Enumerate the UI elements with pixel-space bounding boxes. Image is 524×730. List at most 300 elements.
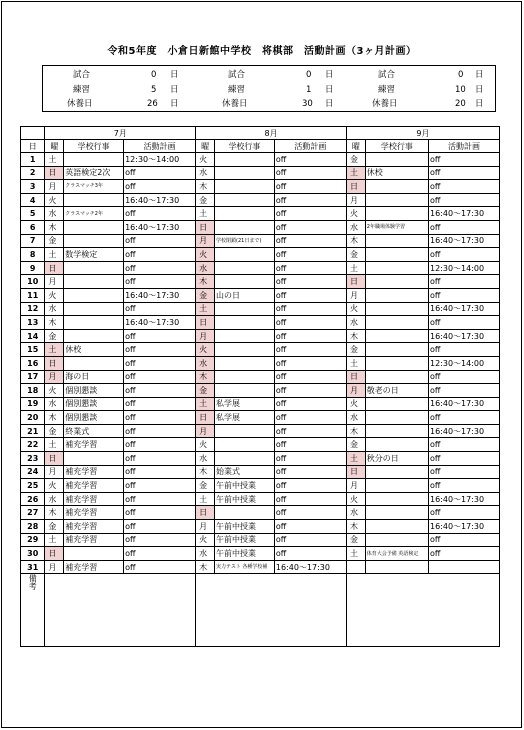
- event-september: 体育大会予備 英語検定: [365, 547, 428, 561]
- event-august: 午前中授業: [215, 533, 275, 547]
- dow-september: 火: [346, 302, 365, 316]
- calendar-row: [21, 166, 500, 180]
- calendar-row: [21, 261, 500, 275]
- summary-unit: 日: [475, 70, 484, 80]
- dow-july: 土: [45, 438, 64, 452]
- dow-august: 土: [196, 397, 215, 411]
- dow-july: 月: [45, 560, 64, 574]
- calendar-row: [21, 397, 500, 411]
- event-september: [365, 329, 428, 343]
- dow-july: 木: [45, 316, 64, 330]
- plan-august: 16:40～17:30: [274, 560, 346, 574]
- header-event: 学校行事: [215, 140, 275, 153]
- calendar-row: [21, 424, 500, 438]
- dow-august: 金: [196, 193, 215, 207]
- event-july: [64, 452, 124, 466]
- calendar-row: [21, 492, 500, 506]
- plan-september: off: [428, 343, 499, 357]
- day-number: 20: [21, 411, 45, 425]
- event-july: クラスマッチ2年: [64, 207, 124, 221]
- day-number: 7: [21, 234, 45, 248]
- event-september: [365, 180, 428, 194]
- day-number: 4: [21, 193, 45, 207]
- calendar-row: [21, 248, 500, 262]
- dow-august: 月: [196, 520, 215, 534]
- event-july: 海の日: [64, 370, 124, 384]
- dow-july: 月: [45, 465, 64, 479]
- day-number: 18: [21, 384, 45, 398]
- remarks-label: [21, 574, 45, 647]
- event-july: [64, 220, 124, 234]
- summary-label: 休養日: [222, 99, 248, 109]
- plan-september: off: [428, 438, 499, 452]
- dow-september: 金: [346, 248, 365, 262]
- plan-august: off: [274, 384, 346, 398]
- event-july: [64, 193, 124, 207]
- header-dow: 曜: [196, 140, 215, 153]
- plan-september: off: [428, 533, 499, 547]
- plan-july: off: [124, 180, 196, 194]
- event-september: 休校: [365, 166, 428, 180]
- plan-august: off: [274, 193, 346, 207]
- dow-august: 火: [196, 153, 215, 167]
- event-september: 敬老の日: [365, 384, 428, 398]
- summary-unit: 日: [475, 99, 484, 109]
- column-header-row: [21, 140, 500, 153]
- event-july: 個別懇談: [64, 397, 124, 411]
- plan-september: off: [428, 370, 499, 384]
- dow-august: 月: [196, 424, 215, 438]
- summary-label: 試合: [228, 70, 246, 80]
- plan-september: off: [428, 275, 499, 289]
- event-september: 秋分の日: [365, 452, 428, 466]
- day-number: 30: [21, 547, 45, 561]
- plan-july: off: [124, 479, 196, 493]
- summary-august: [198, 68, 348, 112]
- summary-value: 5: [151, 84, 157, 95]
- event-august: [215, 343, 275, 357]
- day-number: 15: [21, 343, 45, 357]
- event-august: [215, 275, 275, 289]
- plan-july: off: [124, 166, 196, 180]
- dow-august: 木: [196, 275, 215, 289]
- event-september: [365, 275, 428, 289]
- summary-unit: 日: [325, 70, 334, 80]
- summary-row: [198, 97, 348, 112]
- plan-august: off: [274, 343, 346, 357]
- event-july: 休校: [64, 343, 124, 357]
- summary-unit: 日: [170, 84, 179, 95]
- event-september: [365, 288, 428, 302]
- remarks-row: [21, 574, 500, 647]
- monthly-summary: [42, 65, 496, 112]
- plan-august: off: [274, 220, 346, 234]
- event-september: [365, 370, 428, 384]
- plan-august: off: [274, 316, 346, 330]
- plan-july: off: [124, 506, 196, 520]
- event-july: 補充学習: [64, 465, 124, 479]
- dow-august: 火: [196, 533, 215, 547]
- plan-september: off: [428, 411, 499, 425]
- plan-august: off: [274, 411, 346, 425]
- event-july: 数学検定: [64, 248, 124, 262]
- calendar-row: [21, 452, 500, 466]
- plan-august: off: [274, 180, 346, 194]
- calendar-row: [21, 506, 500, 520]
- calendar-row: [21, 234, 500, 248]
- plan-august: off: [274, 370, 346, 384]
- day-number: 13: [21, 316, 45, 330]
- plan-august: off: [274, 397, 346, 411]
- event-july: 補充学習: [64, 506, 124, 520]
- day-number: 25: [21, 479, 45, 493]
- calendar-row: [21, 329, 500, 343]
- calendar-row: [21, 207, 500, 221]
- calendar-row: [21, 288, 500, 302]
- summary-value: 26: [147, 99, 158, 109]
- dow-july: 日: [45, 547, 64, 561]
- event-august: 午前中授業: [215, 520, 275, 534]
- event-july: 個別懇談: [64, 411, 124, 425]
- plan-august: off: [274, 234, 346, 248]
- event-august: 午前中授業: [215, 547, 275, 561]
- plan-august: off: [274, 520, 346, 534]
- dow-july: 金: [45, 329, 64, 343]
- plan-september: off: [428, 248, 499, 262]
- plan-august: off: [274, 492, 346, 506]
- event-august: 午前中授業: [215, 479, 275, 493]
- event-september: [365, 492, 428, 506]
- event-july: [64, 288, 124, 302]
- calendar-row: [21, 343, 500, 357]
- dow-july: 月: [45, 180, 64, 194]
- plan-september: off: [428, 193, 499, 207]
- summary-row: [348, 83, 497, 98]
- calendar-row: [21, 411, 500, 425]
- dow-august: 水: [196, 261, 215, 275]
- event-september: [365, 193, 428, 207]
- day-number: 5: [21, 207, 45, 221]
- summary-label: 試合: [378, 70, 396, 80]
- event-july: 補充学習: [64, 438, 124, 452]
- calendar-row: [21, 220, 500, 234]
- event-july: [64, 356, 124, 370]
- dow-july: 水: [45, 492, 64, 506]
- dow-july: 水: [45, 207, 64, 221]
- dow-august: 土: [196, 207, 215, 221]
- summary-row: [198, 83, 348, 98]
- event-september: [365, 343, 428, 357]
- plan-august: off: [274, 506, 346, 520]
- dow-september: 水: [346, 411, 365, 425]
- event-august: [215, 166, 275, 180]
- plan-august: off: [274, 547, 346, 561]
- plan-august: off: [274, 424, 346, 438]
- dow-july: 土: [45, 248, 64, 262]
- day-number: 28: [21, 520, 45, 534]
- event-august: 午前中授業: [215, 492, 275, 506]
- plan-july: off: [124, 438, 196, 452]
- event-august: [215, 506, 275, 520]
- summary-label: 休養日: [372, 99, 398, 109]
- plan-july: off: [124, 397, 196, 411]
- day-number: 22: [21, 438, 45, 452]
- summary-row: [348, 68, 497, 83]
- dow-august: 金: [196, 479, 215, 493]
- summary-unit: 日: [475, 84, 484, 95]
- day-number: 27: [21, 506, 45, 520]
- plan-july: off: [124, 492, 196, 506]
- dow-september: 土: [346, 166, 365, 180]
- dow-august: 月: [196, 234, 215, 248]
- summary-row: [43, 97, 193, 112]
- dow-august: 木: [196, 560, 215, 574]
- dow-september: 木: [346, 424, 365, 438]
- plan-july: off: [124, 533, 196, 547]
- event-august: [215, 248, 275, 262]
- header-dow: 曜: [346, 140, 365, 153]
- calendar-row: [21, 356, 500, 370]
- plan-august: off: [274, 302, 346, 316]
- event-august: 始業式: [215, 465, 275, 479]
- day-number: 8: [21, 248, 45, 262]
- event-september: [365, 153, 428, 167]
- plan-september: 16:40～17:30: [428, 234, 499, 248]
- month-header-august: 8月: [196, 127, 347, 140]
- plan-september: [428, 560, 499, 574]
- dow-july: 土: [45, 533, 64, 547]
- plan-august: off: [274, 248, 346, 262]
- plan-september: off: [428, 166, 499, 180]
- header-dow: 曜: [45, 140, 64, 153]
- summary-label: 試合: [73, 70, 91, 80]
- event-august: [215, 193, 275, 207]
- event-september: [365, 234, 428, 248]
- event-august: 学校閉鎖(21日まで): [215, 234, 275, 248]
- dow-july: 日: [45, 166, 64, 180]
- event-august: [215, 220, 275, 234]
- dow-september: 土: [346, 261, 365, 275]
- event-september: [365, 560, 428, 574]
- header-day: 日: [21, 140, 45, 153]
- month-header-row: [21, 127, 500, 140]
- calendar-row: [21, 438, 500, 452]
- dow-august: 月: [196, 329, 215, 343]
- calendar-row: [21, 316, 500, 330]
- event-september: [365, 506, 428, 520]
- dow-july: 火: [45, 288, 64, 302]
- event-july: [64, 316, 124, 330]
- event-september: [365, 479, 428, 493]
- dow-september: 土: [346, 547, 365, 561]
- summary-row: [43, 68, 193, 83]
- dow-september: 土: [346, 452, 365, 466]
- dow-august: 火: [196, 343, 215, 357]
- plan-july: off: [124, 261, 196, 275]
- plan-september: 16:40～17:30: [428, 492, 499, 506]
- event-august: [215, 153, 275, 167]
- plan-july: off: [124, 547, 196, 561]
- plan-september: off: [428, 180, 499, 194]
- plan-september: off: [428, 316, 499, 330]
- event-september: [365, 248, 428, 262]
- event-august: [215, 424, 275, 438]
- dow-september: 金: [346, 438, 365, 452]
- calendar-row: [21, 479, 500, 493]
- dow-july: 木: [45, 411, 64, 425]
- calendar-body: [21, 153, 500, 574]
- dow-august: 日: [196, 411, 215, 425]
- plan-july: off: [124, 520, 196, 534]
- calendar-row: [21, 520, 500, 534]
- calendar-row: [21, 302, 500, 316]
- dow-september: 火: [346, 207, 365, 221]
- summary-value: 30: [302, 99, 313, 109]
- summary-unit: 日: [170, 99, 179, 109]
- page-title: 令和5年度 小倉日新館中学校 将棋部 活動計画（3ヶ月計画）: [107, 46, 417, 57]
- event-august: [215, 207, 275, 221]
- event-july: 補充学習: [64, 560, 124, 574]
- event-july: 補充学習: [64, 520, 124, 534]
- dow-september: 月: [346, 479, 365, 493]
- plan-august: off: [274, 438, 346, 452]
- event-august: [215, 316, 275, 330]
- dow-august: 木: [196, 180, 215, 194]
- plan-september: 12:30～14:00: [428, 356, 499, 370]
- event-july: [64, 275, 124, 289]
- calendar-row: [21, 180, 500, 194]
- day-number: 26: [21, 492, 45, 506]
- summary-value: 0: [151, 70, 157, 80]
- header-plan: 活動計画: [124, 140, 196, 153]
- plan-september: 16:40～17:30: [428, 424, 499, 438]
- day-number: 11: [21, 288, 45, 302]
- day-number: 2: [21, 166, 45, 180]
- plan-july: off: [124, 424, 196, 438]
- plan-september: 12:30～14:00: [428, 261, 499, 275]
- plan-july: off: [124, 207, 196, 221]
- event-august: [215, 452, 275, 466]
- dow-july: 金: [45, 424, 64, 438]
- day-number: 10: [21, 275, 45, 289]
- month-header-september: 9月: [346, 127, 499, 140]
- dow-september: 水: [346, 506, 365, 520]
- plan-september: off: [428, 288, 499, 302]
- dow-august: 日: [196, 316, 215, 330]
- dow-september: 木: [346, 520, 365, 534]
- calendar-row: [21, 370, 500, 384]
- plan-september: 16:40～17:30: [428, 397, 499, 411]
- plan-july: off: [124, 384, 196, 398]
- event-august: [215, 384, 275, 398]
- plan-july: off: [124, 465, 196, 479]
- dow-september: 金: [346, 153, 365, 167]
- remarks-september: [346, 574, 499, 647]
- event-september: [365, 520, 428, 534]
- plan-september: off: [428, 384, 499, 398]
- plan-september: off: [428, 547, 499, 561]
- plan-july: off: [124, 411, 196, 425]
- plan-september: off: [428, 452, 499, 466]
- plan-july: 16:40～17:30: [124, 316, 196, 330]
- calendar-row: [21, 193, 500, 207]
- event-september: [365, 438, 428, 452]
- event-september: [365, 533, 428, 547]
- dow-july: 土: [45, 153, 64, 167]
- dow-september: 木: [346, 234, 365, 248]
- event-july: 補充学習: [64, 479, 124, 493]
- dow-august: 木: [196, 465, 215, 479]
- summary-label: 練習: [73, 84, 91, 95]
- month-header-july: 7月: [45, 127, 196, 140]
- plan-september: 16:40～17:30: [428, 207, 499, 221]
- day-number: 14: [21, 329, 45, 343]
- event-september: [365, 207, 428, 221]
- plan-august: off: [274, 166, 346, 180]
- plan-august: off: [274, 207, 346, 221]
- event-september: 2年職場体験学習: [365, 220, 428, 234]
- plan-july: off: [124, 452, 196, 466]
- summary-row: [198, 68, 348, 83]
- dow-september: 月: [346, 384, 365, 398]
- header-plan: 活動計画: [428, 140, 499, 153]
- summary-september: [348, 68, 497, 112]
- dow-july: 金: [45, 520, 64, 534]
- dow-july: 火: [45, 384, 64, 398]
- summary-label: 休養日: [67, 99, 93, 109]
- activity-calendar-table: [20, 126, 500, 647]
- day-number: 6: [21, 220, 45, 234]
- plan-september: 16:40～17:30: [428, 520, 499, 534]
- event-july: 個別懇談: [64, 384, 124, 398]
- dow-july: 火: [45, 479, 64, 493]
- dow-august: 水: [196, 452, 215, 466]
- event-july: [64, 153, 124, 167]
- day-number: 1: [21, 153, 45, 167]
- header-plan: 活動計画: [274, 140, 346, 153]
- event-july: 英語検定2次: [64, 166, 124, 180]
- plan-july: off: [124, 370, 196, 384]
- dow-july: 木: [45, 506, 64, 520]
- plan-july: off: [124, 560, 196, 574]
- plan-september: off: [428, 479, 499, 493]
- dow-august: 水: [196, 547, 215, 561]
- event-july: [64, 261, 124, 275]
- plan-july: 16:40～17:30: [124, 288, 196, 302]
- day-number: 19: [21, 397, 45, 411]
- dow-july: 月: [45, 370, 64, 384]
- plan-september: 16:40～17:30: [428, 302, 499, 316]
- day-number: 29: [21, 533, 45, 547]
- plan-august: off: [274, 465, 346, 479]
- event-august: 私学展: [215, 411, 275, 425]
- plan-august: off: [274, 261, 346, 275]
- event-september: [365, 424, 428, 438]
- event-september: [365, 397, 428, 411]
- dow-july: 土: [45, 343, 64, 357]
- dow-july: 木: [45, 220, 64, 234]
- day-number: 24: [21, 465, 45, 479]
- plan-july: off: [124, 248, 196, 262]
- event-july: クラスマッチ3年: [64, 180, 124, 194]
- dow-august: 金: [196, 288, 215, 302]
- summary-value: 10: [455, 84, 466, 95]
- plan-september: off: [428, 506, 499, 520]
- dow-september: 日: [346, 370, 365, 384]
- dow-september: 水: [346, 220, 365, 234]
- event-august: [215, 329, 275, 343]
- dow-september: 日: [346, 180, 365, 194]
